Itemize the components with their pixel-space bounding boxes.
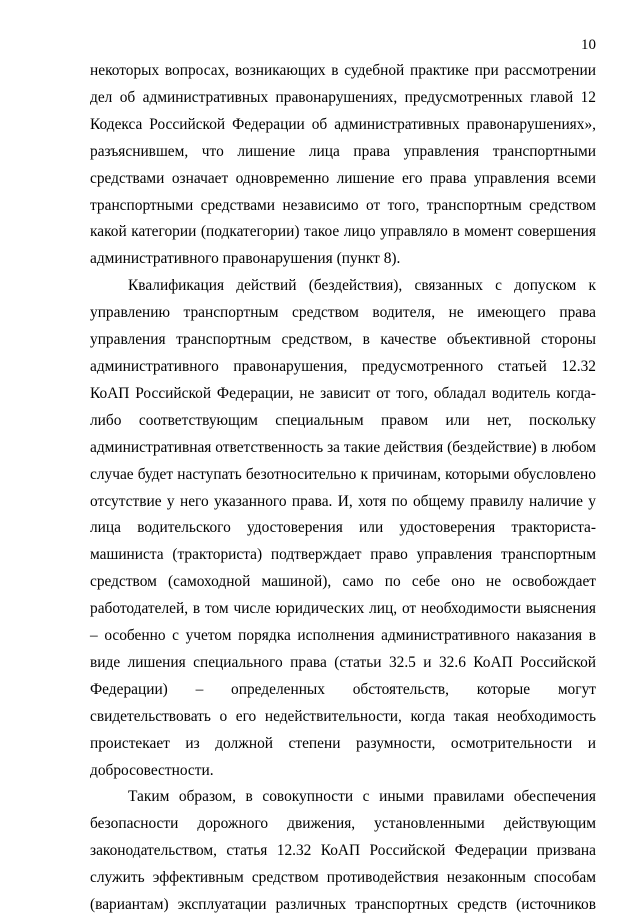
paragraph-conclusion: Таким образом, в совокупности с иными правилами обеспечения безопасности дорожного движения, установленными действующим законодательством, статья 12.32 КоАП Российской Федерации призвана служить эффективным средством противодействия незаконным способам (вариантам) эксплуатации различных транспортных средств (источников	[90, 788, 596, 914]
paragraph-continuation: некоторых вопросах, возникающих в судебной практике при рассмотрении дел об административных правонарушениях, предусмотренных главой 12 Кодекса Российской Федерации об административных правонарушениях», разъяснившем, что лишение лица права управления транспортными средствами означает одновременно лишение его права управления всеми транспортными средствами независимо от того, транспортным средством какой категории (подкатегории) такое лицо управляло в момент совершения административного правонарушения (пункт 8).	[90, 62, 596, 268]
paragraph-qualification: Квалификация действий (бездействия), связанных с допуском к управлению транспортным средством водителя, не имеющего права управления транспортным средством, в качестве объективной стороны административного правонарушения, предусмотренного статьей 12.32 КоАП Российской Федерации, не зависит от того, обладал водитель когда-либо соответствующим специальным правом или нет, поскольку административная ответственность за такие действия (бездействие) в любом случае будет наступать безотносительно к причинам, которыми обусловлено отсутствие у него указанного права. И, хотя по общему правилу наличие у лица водительского удостоверения или удостоверения тракториста-машиниста (тракториста) подтверждает право управления транспортным средством (самоходной машиной), само по себе оно не освобождает работодателей, в том числе юридических лиц, от необходимости выяснения – особенно с учетом порядка исполнения административного наказания в виде лишения специального права (статьи 32.5 и 32.6 КоАП Российской Федерации) – определенных обстоятельств, которые могут свидетельствовать о его недействительности, когда такая необходимость проистекает из должной степени разумности, осмотрительности и добросовестности.	[90, 277, 596, 779]
document-body	[90, 58, 596, 919]
page-number: 10	[581, 37, 596, 53]
